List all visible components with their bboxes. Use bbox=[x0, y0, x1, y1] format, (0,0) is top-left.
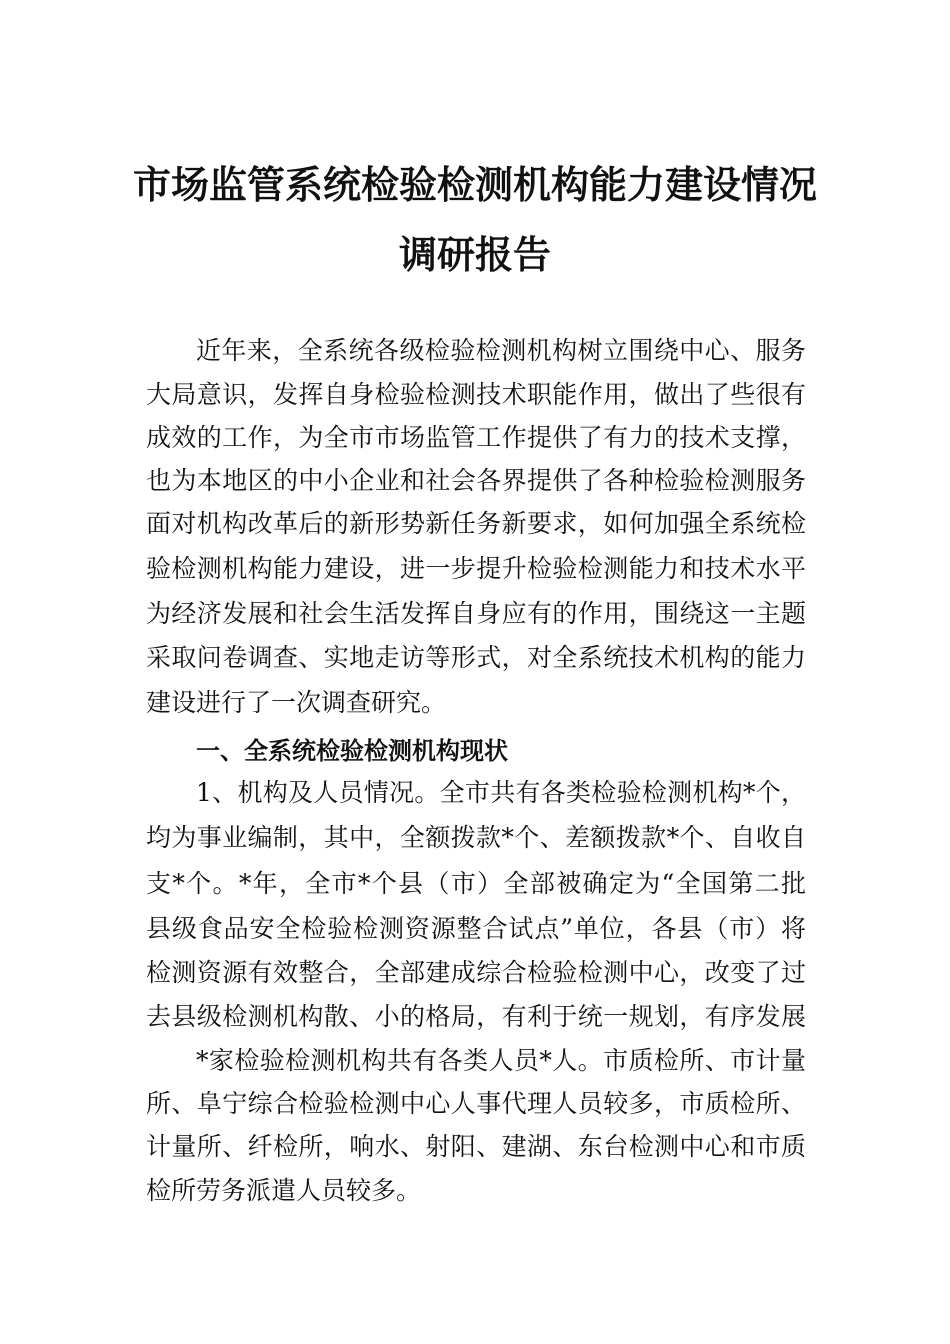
paragraph-3-line: *家检验检测机构共有各类人员*人。市质检所、市计量 bbox=[196, 1046, 806, 1075]
paragraph-2-line: 检测资源有效整合，全部建成综合检验检测中心，改变了过 bbox=[146, 958, 806, 987]
paragraph-1-line: 为经济发展和社会生活发挥自身应有的作用，围绕这一主题 bbox=[146, 599, 806, 628]
paragraph-1-line: 建设进行了一次调查研究。 bbox=[146, 688, 447, 717]
paragraph-1-line: 大局意识，发挥自身检验检测技术职能作用，做出了些很有 bbox=[146, 380, 806, 409]
document-title-line-2: 调研报告 bbox=[398, 232, 551, 277]
paragraph-2-line: 均为事业编制，其中，全额拨款*个、差额拨款*个、自收自 bbox=[146, 823, 806, 852]
document-title-line-1: 市场监管系统检验检测机构能力建设情况 bbox=[132, 162, 817, 207]
paragraph-3-line: 计量所、纤检所，响水、射阳、建湖、东台检测中心和市质 bbox=[146, 1132, 806, 1161]
paragraph-2-line: 县级食品安全检验检测资源整合试点”单位，各县（市）将 bbox=[146, 914, 806, 943]
section-heading: 一、全系统检验检测机构现状 bbox=[196, 737, 508, 765]
paragraph-1-line: 也为本地区的中小企业和社会各界提供了各种检验检测服务 bbox=[146, 466, 806, 495]
paragraph-2-line: 去县级检测机构散、小的格局，有利于统一规划，有序发展 bbox=[146, 1002, 806, 1031]
paragraph-1-line: 近年来，全系统各级检验检测机构树立围绕中心、服务 bbox=[196, 336, 806, 365]
paragraph-1-line: 采取问卷调查、实地走访等形式，对全系统技术机构的能力 bbox=[146, 643, 806, 672]
paragraph-1-line: 面对机构改革后的新形势新任务新要求，如何加强全系统检 bbox=[146, 509, 806, 538]
paragraph-1-line: 成效的工作，为全市市场监管工作提供了有力的技术支撑， bbox=[146, 423, 806, 452]
paragraph-2-line: 1、机构及人员情况。全市共有各类检验检测机构*个， bbox=[196, 778, 806, 807]
paragraph-3-line: 所、阜宁综合检验检测中心人事代理人员较多，市质检所、 bbox=[146, 1089, 806, 1118]
paragraph-3-line: 检所劳务派遣人员较多。 bbox=[146, 1176, 422, 1205]
paragraph-2-line: 支*个。*年，全市*个县（市）全部被确定为“全国第二批 bbox=[146, 869, 806, 898]
paragraph-1-line: 验检测机构能力建设，进一步提升检验检测能力和技术水平 bbox=[146, 554, 806, 583]
